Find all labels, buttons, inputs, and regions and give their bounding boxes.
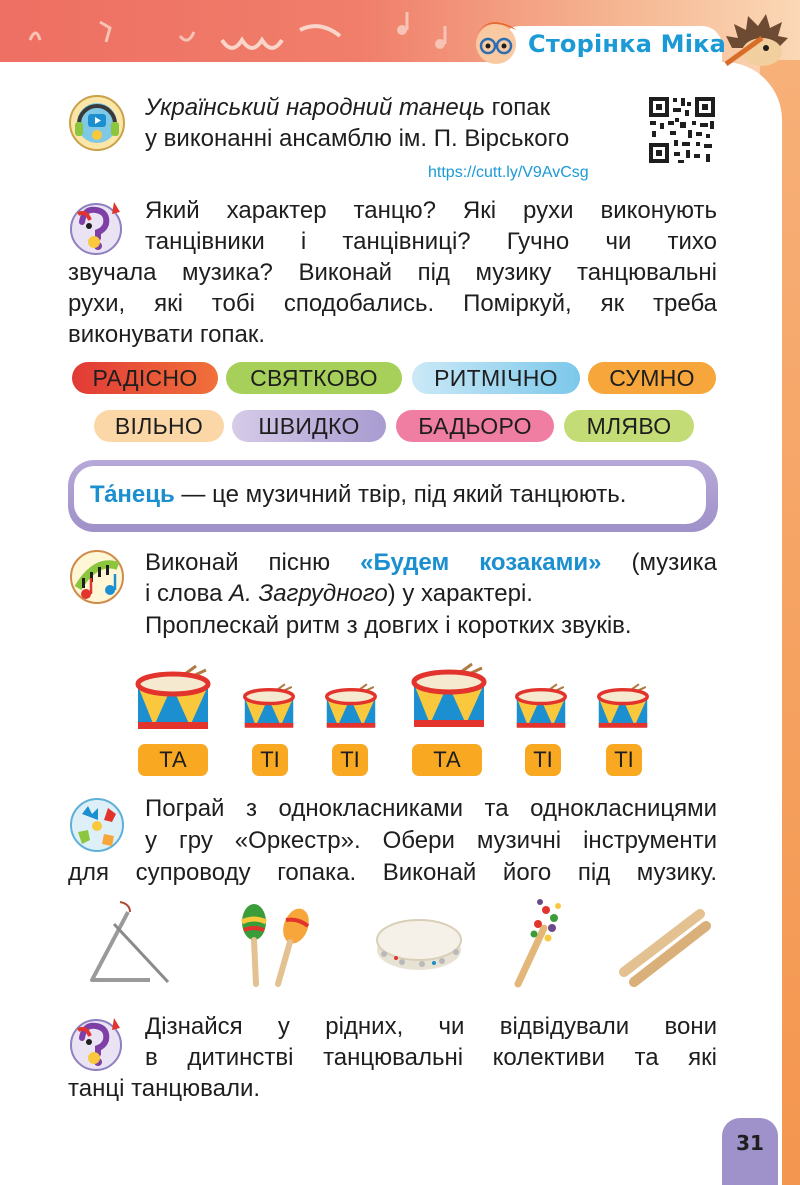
headphones-video-icon (68, 94, 126, 152)
word-pill-sumno: СУМНО (588, 362, 716, 394)
rhythm-syllable-ti: ТІ (606, 744, 642, 776)
task4-line2: у гру «Оркестр». Обери музичні інструменти (145, 827, 717, 854)
song-title: «Будем козаками» (360, 549, 602, 576)
task4-line3: для супроводу гопака. Виконай його під музику. (68, 859, 717, 886)
dance-title: Український народний танець (145, 94, 486, 121)
word-pill-rytmichno: РИТМІЧНО (412, 362, 580, 394)
drum-large-icon (134, 664, 212, 734)
word-pill-radisno: РАДІСНО (72, 362, 218, 394)
task2-line1: Який характер танцю? Які рухи виконують (145, 197, 717, 224)
task2-line2: танцівники і танцівниці? Гучно чи тихо (145, 228, 717, 255)
rhythm-syllable-ti: ТІ (332, 744, 368, 776)
hands-game-icon (68, 796, 126, 854)
task3-line1 (145, 547, 717, 578)
task2-line4: рухи, які тобі сподобались. Поміркуй, як треба (68, 290, 717, 317)
video-link[interactable]: https://cutt.ly/V9AvCsg (428, 164, 589, 181)
page-number: 31 (722, 1118, 778, 1185)
tambourine-icon (372, 914, 466, 974)
task3-pre: Виконай пісню (145, 549, 361, 576)
task1-line1-rest: гопак (485, 94, 551, 121)
task2-line3: звучала музика? Виконай під музику танцювальні (68, 259, 717, 286)
word-pill-vilno: ВІЛЬНО (94, 410, 224, 442)
question-mascot-icon (68, 1014, 126, 1072)
definition-text (74, 466, 706, 524)
rhythm-syllable-ta: ТА (412, 744, 482, 776)
task3-post: (музика (601, 549, 717, 576)
drum-small-icon (242, 680, 296, 734)
task3-line2-post: ) у характері. (387, 580, 533, 607)
word-pill-badoro: БАДЬОРО (396, 410, 554, 442)
drum-small-icon (514, 680, 568, 734)
music-notes-icon (68, 548, 126, 606)
wood-claves-icon (614, 904, 714, 988)
task5-line2: в дитинстві танцювальні колективи та які (145, 1044, 717, 1071)
task5-line3: танці танцювали. (68, 1075, 261, 1102)
qr-code-icon[interactable] (646, 94, 718, 166)
task3-line3: Проплескай ритм з довгих і коротких звуків. (145, 612, 632, 639)
triangle-icon (84, 898, 174, 990)
question-mascot-icon (68, 198, 126, 256)
task3-line2 (145, 578, 533, 609)
boy-mascot-icon (466, 10, 526, 70)
drum-large-icon (410, 660, 488, 734)
drum-small-icon (324, 680, 378, 734)
drum-small-icon (596, 680, 650, 734)
rhythm-syllable-ti: ТІ (525, 744, 561, 776)
task1-line2: у виконанні ансамблю ім. П. Вірського (145, 125, 570, 152)
definition-term: Та́нець (90, 481, 175, 508)
word-pill-shvydko: ШВИДКО (232, 410, 386, 442)
song-author: А. Загрудного (229, 580, 388, 607)
maracas-icon (234, 900, 316, 988)
hedgehog-mascot-icon (722, 8, 792, 70)
definition-body: — це музичний твір, під який танцюють. (174, 481, 627, 508)
definition-box (68, 460, 718, 532)
word-pill-mliavo: МЛЯВО (564, 410, 694, 442)
rhythm-syllable-ti: ТІ (252, 744, 288, 776)
task5-line1: Дізнайся у рідних, чи відвідували вони (145, 1013, 717, 1040)
task1-text (145, 92, 569, 154)
section-title: Сторінка Міка (528, 30, 727, 58)
task3-line2-pre: і слова (145, 580, 230, 607)
bell-stick-icon (508, 898, 572, 990)
rhythm-syllable-ta: ТА (138, 744, 208, 776)
task4-line1: Пограй з однокласниками та однокласницями (145, 795, 717, 822)
word-pill-sviatkovo: СВЯТКОВО (226, 362, 402, 394)
task2-line5: виконувати гопак. (68, 321, 265, 348)
